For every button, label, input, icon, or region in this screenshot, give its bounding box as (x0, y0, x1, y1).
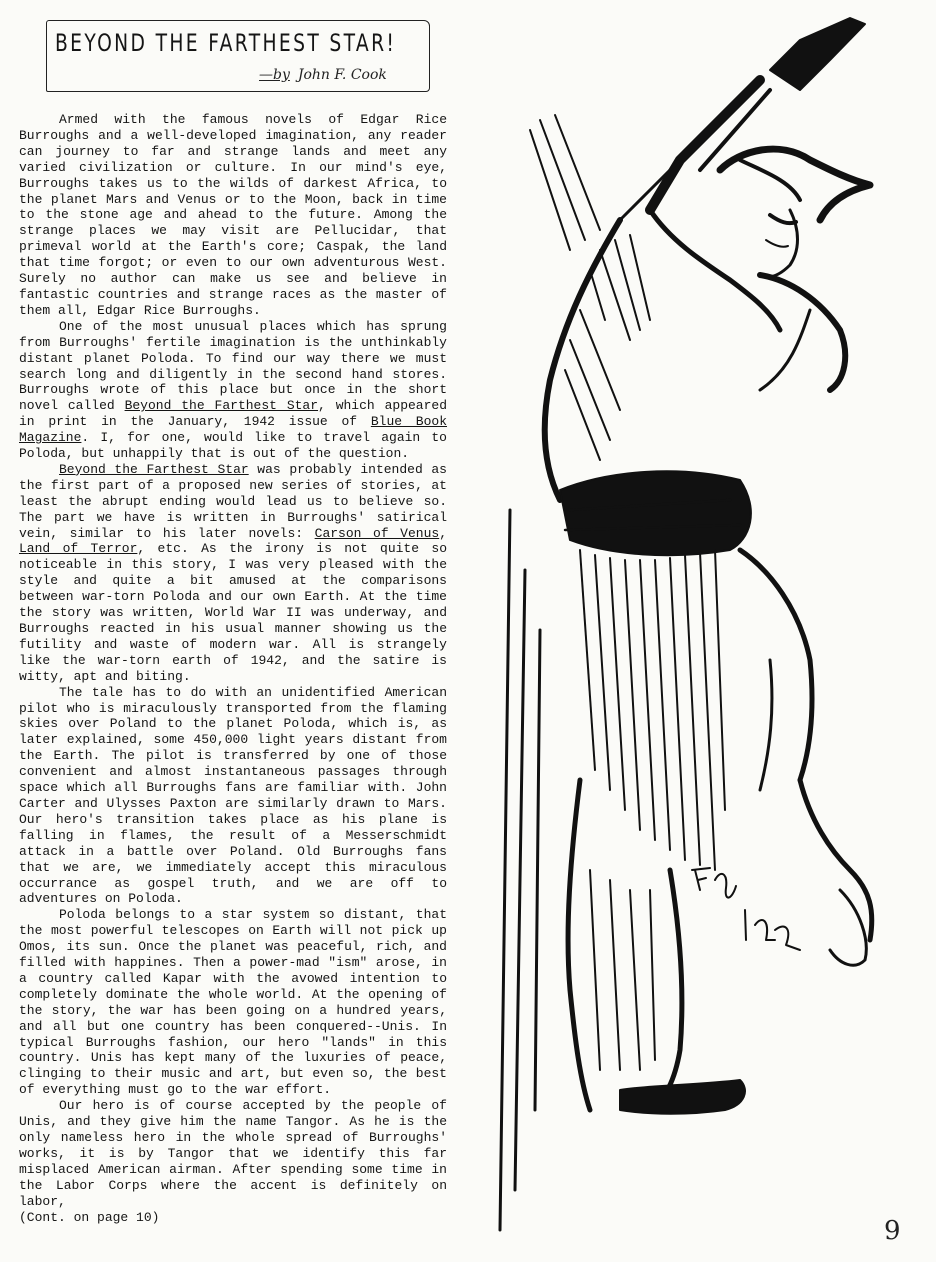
paragraph-3 (19, 462, 447, 685)
continued-note: (Cont. on page 10) (19, 1209, 160, 1225)
paragraph-6: Our hero is of course accepted by the people of Unis, and they give him the name Tangor. As he is the only nameless hero in the whole spread of Burroughs' works, it is by Tangor that we identify this far misplaced American airman. After spending some time in the Labor Corps where the accent is definitely on labor, (19, 1098, 447, 1209)
author-name: John F. Cook (297, 67, 387, 83)
article-title: BEYOND THE FARTHEST STAR! (55, 29, 397, 57)
paragraph-5: Poloda belongs to a star system so distant, that the most powerful telescopes on Earth will not pick up Omos, its sun. Once the planet was peaceful, rich, and filled with happines. Then a power-mad "ism" arose, in a country called Kapar with the avowed intention to completely dominate the whole world. At the opening of the story, the war has been going on a hundred years, and all but one country has been conquered--Unis. In typical Burroughs fashion, our hero "lands" in this country. Unis has kept many of the luxuries of peace, clinging to their music and art, but even so, the best of everything must go to the war effort. (19, 907, 447, 1098)
paragraph-3-text-a: was probably intended as the first part of a proposed new series of stories, at least the abrupt ending would lead us to believe so. The part we have is written in Burroughs' satirical vein, similar to his later novels: (19, 461, 447, 541)
separator: , (439, 525, 447, 541)
paragraph-2-text-a: One of the most unusual places which has sprung from Burroughs' fertile imagination is the unthinkably distant planet Poloda. To find our way there we must search long and diligently in the second hand stores. Burroughs wrote of this place but once in the short novel called (19, 318, 447, 414)
figure-illustration (470, 10, 930, 1230)
article-body (19, 112, 448, 1225)
byline-prefix: —by (259, 67, 290, 83)
book-title: Beyond the Farthest Star (124, 398, 319, 414)
paragraph-2-text-c: . I, for one, would like to travel again to Poloda, but unhappily that is out of the question. (19, 430, 447, 462)
byline (259, 67, 387, 83)
novel-title: Land of Terror (19, 541, 138, 557)
paragraph-2-text-b: , which appeared in print in the January, 1942 issue of (19, 398, 447, 430)
signature-year: 1972 (740, 940, 743, 941)
novel-title: Carson of Venus (314, 525, 440, 541)
magazine-title: Blue Book Magazine (19, 414, 448, 446)
paragraph-2 (19, 319, 447, 462)
book-title: Beyond the Farthest Star (59, 461, 249, 477)
paragraph-3-text-b: , etc. As the irony is not quite so noticeable in this story, I was very pleased with the style and quite a bit amused at the comparisons between war-torn Poloda and our own Earth. At the time the story was written, World War II was underway, and Burroughs reacted in his usual manner showing us the futility and waste of modern war. All is strangely like the war-torn earth of 1942, and the satire is witty, apt and biting. (19, 541, 448, 684)
paragraph-4: The tale has to do with an unidentified American pilot who is miraculously transported from the flaming skies over Poland to the planet Poloda, which is, as later explained, some 450,000 light years distant from the Earth. The pilot is transferred by one of those convenient and almost instantaneous passages through space which all Burroughs fans are familiar with. John Carter and Ulysses Paxton are similarly drawn to Mars. Our hero's transition takes place as his plane is falling in flames, the result of a Messerschmidt attack in a battle over Poland. Old Burroughs fans that we are, we immediately accept this miraculous occurrance as gospel truth, and we are off to adventures on Poloda. (19, 684, 447, 907)
signature-name: Fabby (670, 880, 674, 881)
page-number: 9 (884, 1216, 901, 1246)
title-box (46, 20, 430, 92)
paragraph-1: Armed with the famous novels of Edgar Rice Burroughs and a well-developed imagination, any reader can journey to far and strange lands and meet any varied civilization or culture. In our mind's eye, Burroughs takes us to the wilds of darkest Africa, to the planet Mars and Venus or to the Moon, back in time to the stone age and ahead to the future. Among the strange places we may visit are Pellucidar, that primeval world at the Earth's core; Caspak, the land that time forgot; or even to our own adventurous West. Surely no author can make us see and believe in fantastic countries and strange races as the master of them all, Edgar Rice Burroughs. (19, 112, 447, 318)
